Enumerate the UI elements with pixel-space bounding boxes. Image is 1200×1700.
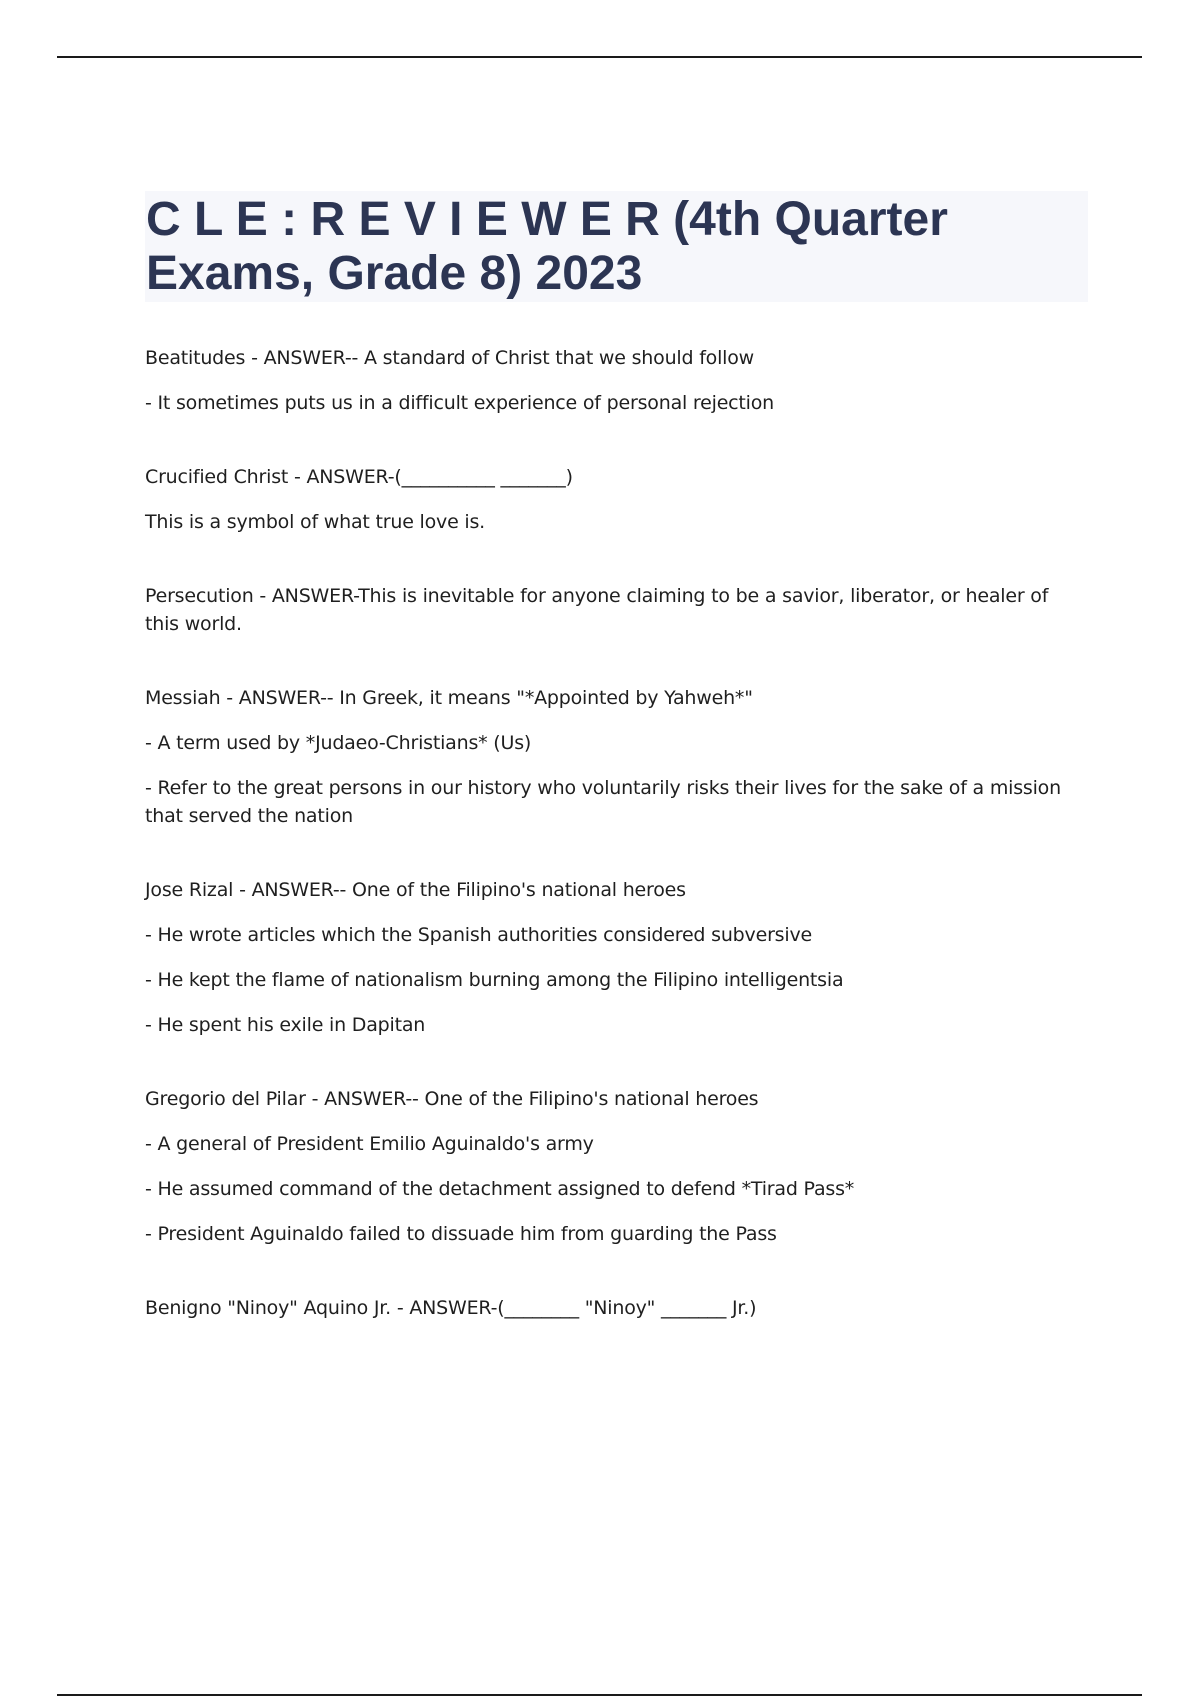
entry-jose-rizal bbox=[145, 876, 1075, 1039]
entry-messiah bbox=[145, 684, 1075, 830]
entry-persecution bbox=[145, 582, 1075, 638]
entry-benigno-aquino bbox=[145, 1294, 1075, 1322]
entry-line: Beatitudes - ANSWER-- A standard of Christ that we should follow bbox=[145, 347, 755, 369]
entry-line: This is a symbol of what true love is. bbox=[145, 511, 486, 533]
entry-line: Persecution - ANSWER-This is inevitable for anyone claiming to be a savior, liberator, or healer of this world. bbox=[145, 585, 1049, 635]
entry-line: Jose Rizal - ANSWER-- One of the Filipino's national heroes bbox=[145, 879, 686, 901]
top-rule bbox=[57, 56, 1142, 58]
entry-crucified-christ bbox=[145, 463, 1075, 536]
entry-line: - He wrote articles which the Spanish authorities considered subversive bbox=[145, 924, 812, 946]
entry-line: - He spent his exile in Dapitan bbox=[145, 1014, 426, 1036]
document-body bbox=[145, 344, 1075, 1368]
entry-line: - A term used by *Judaeo-Christians* (Us) bbox=[145, 732, 532, 754]
entry-line: - He assumed command of the detachment assigned to defend *Tirad Pass* bbox=[145, 1178, 855, 1200]
entry-line: Gregorio del Pilar - ANSWER-- One of the Filipino's national heroes bbox=[145, 1088, 759, 1110]
entry-line: - It sometimes puts us in a difficult experience of personal rejection bbox=[145, 392, 775, 414]
entry-line: Crucified Christ - ANSWER-(__________ _______) bbox=[145, 466, 573, 488]
entry-line: - He kept the flame of nationalism burning among the Filipino intelligentsia bbox=[145, 969, 844, 991]
entry-line: - A general of President Emilio Aguinaldo's army bbox=[145, 1133, 594, 1155]
entry-gregorio-del-pilar bbox=[145, 1085, 1075, 1248]
document-title: C L E : R E V I E W E R (4th Quarter Exams, Grade 8) 2023 bbox=[146, 193, 948, 300]
entry-line: - President Aguinaldo failed to dissuade him from guarding the Pass bbox=[145, 1223, 777, 1245]
entry-line: Messiah - ANSWER-- In Greek, it means "*Appointed by Yahweh*" bbox=[145, 687, 753, 709]
entry-line: Benigno "Ninoy" Aquino Jr. - ANSWER-(________ "Ninoy" _______ Jr.) bbox=[145, 1297, 757, 1319]
bottom-rule bbox=[57, 1694, 1142, 1696]
entry-beatitudes bbox=[145, 344, 1075, 417]
entry-line: - Refer to the great persons in our history who voluntarily risks their lives for the sake of a mission that served the nation bbox=[145, 777, 1061, 827]
